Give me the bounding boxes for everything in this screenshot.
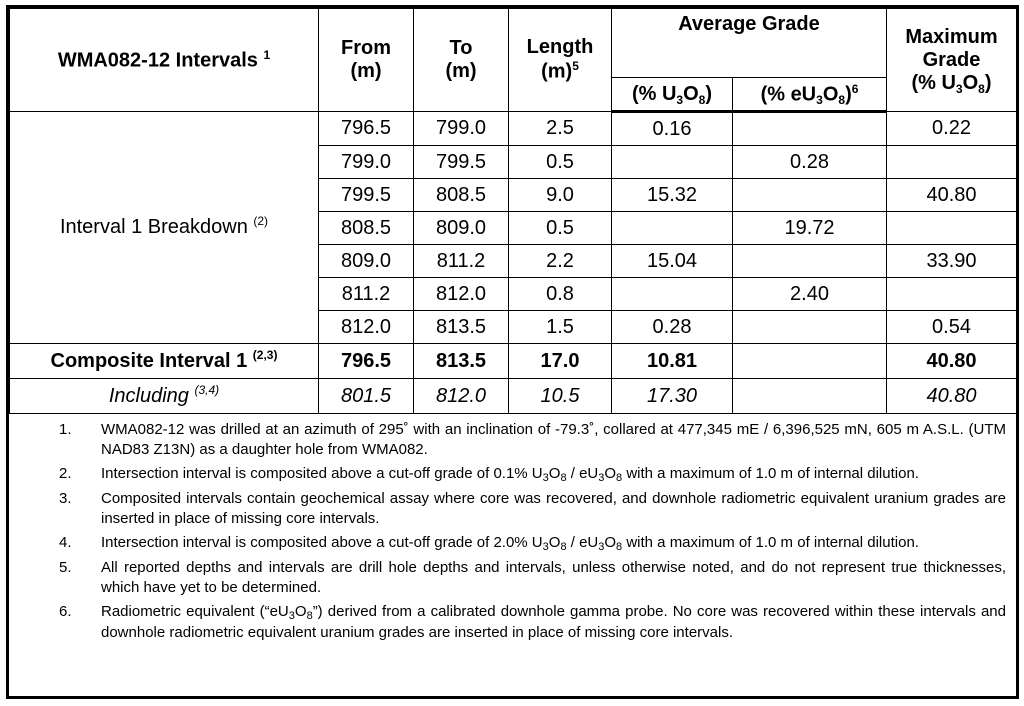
cell-eu3o8 xyxy=(733,245,887,278)
footnote-text xyxy=(101,558,1006,598)
footnote-text-part: 8 xyxy=(616,541,623,553)
footnote-text-part: 3 xyxy=(598,541,605,553)
header-intervals: WMA082-12 Intervals $^1$ xyxy=(10,9,319,112)
composite-u3o8: 10.81 xyxy=(612,344,733,379)
cell-max: 0.22 xyxy=(887,112,1017,146)
footnote-text-part: Intersection interval is composited above a cut-off grade of 2.0% U xyxy=(101,534,543,551)
cell-from: 796.5 xyxy=(319,112,414,146)
cell-from: 799.0 xyxy=(319,146,414,179)
drill-results-table xyxy=(9,8,1017,414)
cell-u3o8: 0.28 xyxy=(612,311,733,344)
cell-eu3o8 xyxy=(733,311,887,344)
footnote-text-part: 8 xyxy=(560,472,567,484)
footnote-number: 4. xyxy=(59,534,72,551)
footnote-text-part: 3 xyxy=(288,610,295,622)
header-avg-u3o8: (% $U_3O_8$) xyxy=(612,78,733,112)
cell-length: 0.8 xyxy=(509,278,612,311)
cell-length: 9.0 xyxy=(509,179,612,212)
header-maximum-grade: Maximum Grade (% $U_3O_8$) xyxy=(887,9,1017,112)
footnote-text-part: All reported depths and intervals are drill hole depths and intervals, unless otherwise noted, and do not represent true thicknesses, which have yet to be determined. xyxy=(101,559,1006,596)
footnote-number: 3. xyxy=(59,490,72,507)
cell-eu3o8 xyxy=(733,112,887,146)
cell-eu3o8: 2.40 xyxy=(733,278,887,311)
footnote-text-part: O xyxy=(294,603,307,620)
footnote-text xyxy=(101,533,1006,554)
footnote-text-part: O xyxy=(604,534,617,551)
composite-from: 796.5 xyxy=(319,344,414,379)
footnote-number: 6. xyxy=(59,603,72,620)
footnote-text-part: Intersection interval is composited above a cut-off grade of 0.1% U xyxy=(101,465,543,482)
including-length: 10.5 xyxy=(509,379,612,414)
header-avg-eu3o8: (% $eU_3O_8)^6$ xyxy=(733,78,887,112)
footnote-item xyxy=(17,489,1006,529)
cell-max xyxy=(887,278,1017,311)
cell-u3o8 xyxy=(612,146,733,179)
composite-label: Composite Interval 1 $^{(2,3)}$ xyxy=(10,344,319,379)
footnote-text-part: O xyxy=(548,465,561,482)
cell-length: 0.5 xyxy=(509,146,612,179)
composite-max: 40.80 xyxy=(887,344,1017,379)
cell-u3o8: 15.32 xyxy=(612,179,733,212)
breakdown-rows xyxy=(10,112,1017,344)
footnote-text-part: / eU xyxy=(566,465,599,482)
composite-to: 813.5 xyxy=(414,344,509,379)
cell-from: 811.2 xyxy=(319,278,414,311)
header-average-grade: Average Grade xyxy=(612,9,887,78)
cell-to: 808.5 xyxy=(414,179,509,212)
cell-length: 2.2 xyxy=(509,245,612,278)
cell-length: 0.5 xyxy=(509,212,612,245)
cell-to: 809.0 xyxy=(414,212,509,245)
cell-to: 799.5 xyxy=(414,146,509,179)
footnote-text-part: Composited intervals contain geochemical assay where core was recovered, and downhole radiometric equivalent uranium grades are inserted in place of missing core intervals. xyxy=(101,490,1006,527)
footnote-text xyxy=(101,602,1006,643)
footnote-number: 2. xyxy=(59,465,72,482)
cell-length: 1.5 xyxy=(509,311,612,344)
footnote-text-part: 8 xyxy=(306,610,313,622)
footnote-text-part: O xyxy=(604,465,617,482)
cell-eu3o8: 19.72 xyxy=(733,212,887,245)
footnote-text-part: ”) derived from a calibrated downhole gamma probe. No core was recovered within these intervals and downhole radiometric equivalent uranium grades are inserted in place of missing core intervals. xyxy=(101,603,1006,641)
including-u3o8: 17.30 xyxy=(612,379,733,414)
cell-to: 799.0 xyxy=(414,112,509,146)
composite-eu3o8 xyxy=(733,344,887,379)
footnote-number: 5. xyxy=(59,559,72,576)
footnote-text-part: 3 xyxy=(542,472,549,484)
cell-max: 40.80 xyxy=(887,179,1017,212)
footnote-text-part: 8 xyxy=(616,472,623,484)
composite-row xyxy=(10,344,1017,379)
footnote-item xyxy=(17,533,1006,554)
cell-to: 812.0 xyxy=(414,278,509,311)
including-label: Including $^{(3,4)}$ xyxy=(10,379,319,414)
footnote-text-part: WMA082-12 was drilled at an azimuth of 295˚ with an inclination of -79.3˚, collared at 477,345 mE / 6,396,525 mN, 605 m A.S.L. (UTM NAD83 Z13N) as a daughter hole from WMA082. xyxy=(101,421,1006,458)
cell-u3o8: 15.04 xyxy=(612,245,733,278)
footnote-text-part: Radiometric equivalent (“eU xyxy=(101,603,289,620)
cell-u3o8 xyxy=(612,278,733,311)
footnote-text-part: with a maximum of 1.0 m of internal dilution. xyxy=(622,465,919,482)
cell-u3o8: 0.16 xyxy=(612,112,733,146)
including-eu3o8 xyxy=(733,379,887,414)
cell-from: 799.5 xyxy=(319,179,414,212)
header-length: Length $(m)^5$ xyxy=(509,9,612,112)
footnote-item xyxy=(17,420,1006,460)
cell-max: 33.90 xyxy=(887,245,1017,278)
header-from: From (m) xyxy=(319,9,414,112)
including-from: 801.5 xyxy=(319,379,414,414)
cell-eu3o8: 0.28 xyxy=(733,146,887,179)
footnote-item xyxy=(17,464,1006,485)
including-max: 40.80 xyxy=(887,379,1017,414)
footnote-text xyxy=(101,464,1006,485)
cell-from: 812.0 xyxy=(319,311,414,344)
cell-from: 808.5 xyxy=(319,212,414,245)
footnotes xyxy=(9,414,1016,643)
footnote-item xyxy=(17,602,1006,643)
cell-from: 809.0 xyxy=(319,245,414,278)
footnote-text-part: / eU xyxy=(566,534,599,551)
footnote-text-part: 8 xyxy=(560,541,567,553)
cell-max: 0.54 xyxy=(887,311,1017,344)
cell-length: 2.5 xyxy=(509,112,612,146)
cell-to: 813.5 xyxy=(414,311,509,344)
table-row xyxy=(10,112,1017,146)
table-container xyxy=(6,5,1019,699)
footnote-text-part: 3 xyxy=(542,541,549,553)
cell-max xyxy=(887,146,1017,179)
breakdown-label: Interval 1 Breakdown $^{(2)}$ xyxy=(10,112,319,344)
footnote-text-part: O xyxy=(548,534,561,551)
footnote-text-part: with a maximum of 1.0 m of internal dilution. xyxy=(622,534,919,551)
cell-eu3o8 xyxy=(733,179,887,212)
header-to: To (m) xyxy=(414,9,509,112)
cell-to: 811.2 xyxy=(414,245,509,278)
cell-u3o8 xyxy=(612,212,733,245)
footnote-text xyxy=(101,489,1006,529)
including-row xyxy=(10,379,1017,414)
cell-max xyxy=(887,212,1017,245)
footnote-item xyxy=(17,558,1006,598)
footnote-number: 1. xyxy=(59,421,72,438)
footnote-text-part: 3 xyxy=(598,472,605,484)
footnote-text xyxy=(101,420,1006,460)
including-to: 812.0 xyxy=(414,379,509,414)
composite-length: 17.0 xyxy=(509,344,612,379)
